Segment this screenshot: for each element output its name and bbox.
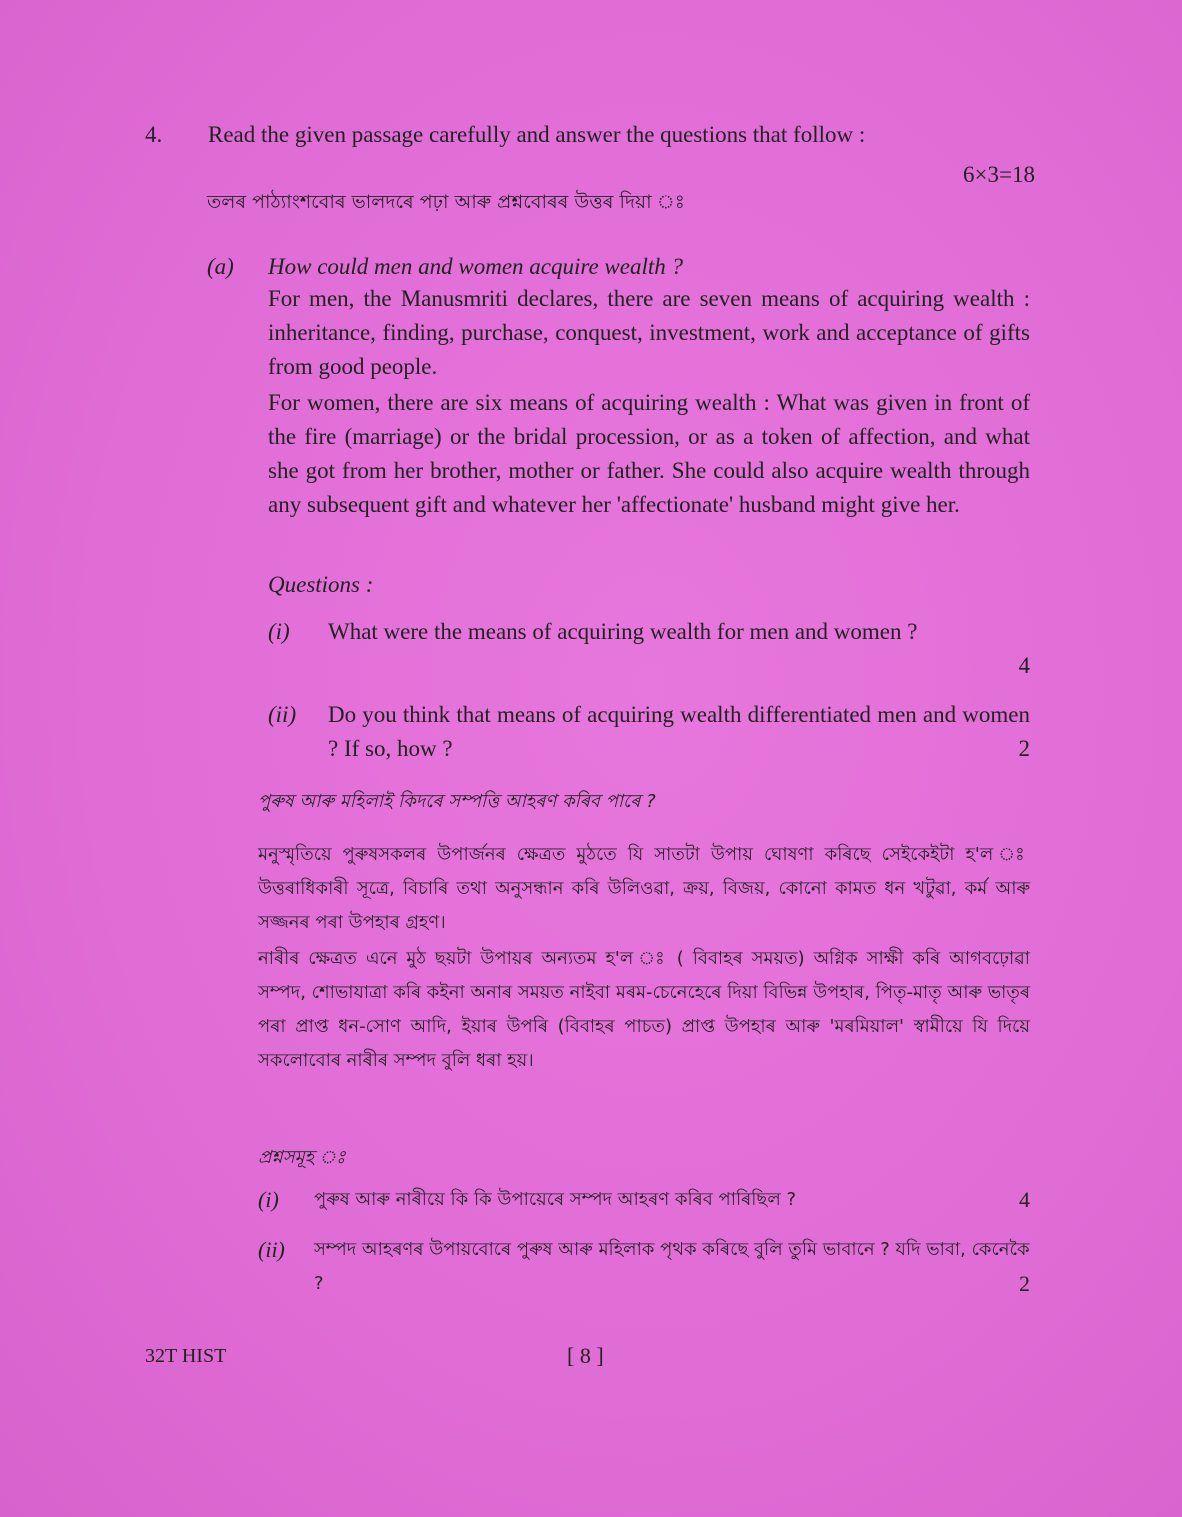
part-a-label: (a) — [207, 254, 234, 279]
question-instruction: Read the given passage carefully and answer the questions that follow : — [208, 122, 866, 147]
part-a-title: How could men and women acquire wealth ? — [268, 254, 684, 279]
sub-question-marks: 4 — [1018, 653, 1030, 678]
passage-paragraph-women-bn: নাৰীৰ ক্ষেত্ৰত এনে মুঠ ছয়টা উপায়ৰ অন্যতম হ'ল ঃ ( বিবাহৰ সময়ত) অগ্নিক সাক্ষী কৰি আগবঢ়োৱা সম্পদ, শোভাযাত্ৰা কৰি কইনা অনাৰ সময়ত নাইবা মৰম-চেনেহেৰে দিয়া বিভিন্ন উপহাৰ, পিতৃ-মাতৃ আৰু ভাতৃৰ পৰা প্ৰাপ্ত ধন-সোণ আদি, ইয়াৰ উপৰি (বিবাহৰ পাচত) প্ৰাপ্ত উপহাৰ আৰু 'মৰমিয়াল' স্বামীয়ে যি দিয়ে সকলোবোৰ নাৰীৰ সম্পদ বুলি ধৰা হয়। — [258, 948, 1030, 1071]
questions-label-bn: প্ৰশ্নসমূহ ঃ — [258, 1147, 346, 1168]
paper-code: 32T HIST — [145, 1345, 227, 1367]
part-a-title-bn: পুৰুষ আৰু মহিলাই কিদৰে সম্পত্তি আহৰণ কৰিব পাৰে ? — [258, 791, 656, 812]
sub-question-text: সম্পদ আহৰণৰ উপায়বোৰে পুৰুষ আৰু মহিলাক পৃথক কৰিছে বুলি তুমি ভাবানে ? যদি ভাবা, কেনেকৈ ? — [314, 1239, 1030, 1294]
question-instruction-bn: তলৰ পাঠ্যাংশবোৰ ভালদৰে পঢ়া আৰু প্ৰশ্নবোৰৰ উত্তৰ দিয়া ঃ — [207, 191, 685, 213]
sub-question-number: (i) — [268, 619, 290, 644]
question-marks: 6×3=18 — [963, 162, 1035, 187]
sub-question-number: (i) — [258, 1187, 279, 1212]
sub-question-marks: 2 — [1018, 736, 1030, 761]
sub-question-marks: 4 — [1019, 1187, 1030, 1212]
sub-question-number: (ii) — [268, 702, 297, 727]
sub-question-text: What were the means of acquiring wealth for men and women ? — [328, 619, 918, 644]
passage-paragraph-men-bn: মনুস্মৃতিয়ে পুৰুষসকলৰ উপাৰ্জনৰ ক্ষেত্ৰত মুঠতে যি সাতটা উপায় ঘোষণা কৰিছে সেইকেইটা হ'ল ঃ উত্তৰাধিকাৰী সূত্ৰে, বিচাৰি তথা অনুসন্ধান কৰি উলিওৱা, ক্ৰয়, বিজয়, কোনো কামত ধন খটুৱা, কৰ্ম আৰু সজ্জনৰ পৰা উপহাৰ গ্ৰহণ। — [258, 844, 1030, 933]
sub-question-text: Do you think that means of acquiring wealth differentiated men and women ? If so, how ? — [328, 702, 1030, 761]
questions-label: Questions : — [268, 572, 374, 597]
sub-question-text: পুৰুষ আৰু নাৰীয়ে কি কি উপায়েৰে সম্পদ আহৰণ কৰিব পাৰিছিল ? — [314, 1189, 797, 1210]
page-number: [ 8 ] — [567, 1343, 604, 1368]
passage-paragraph-men: For men, the Manusmriti declares, there are seven means of acquiring wealth : inheritance, finding, purchase, conquest, investment, work and acceptance of gifts from good people. — [268, 286, 1030, 379]
passage-paragraph-women: For women, there are six means of acquiring wealth : What was given in front of the fire (marriage) or the bridal procession, or as a token of affection, and what she got from her brother, mother or father. She could also acquire wealth through any subsequent gift and whatever her 'affectionate' husband might give her. — [268, 390, 1030, 517]
sub-question-marks: 2 — [1019, 1271, 1030, 1296]
sub-question-number: (ii) — [258, 1237, 285, 1262]
question-number: 4. — [145, 122, 163, 147]
